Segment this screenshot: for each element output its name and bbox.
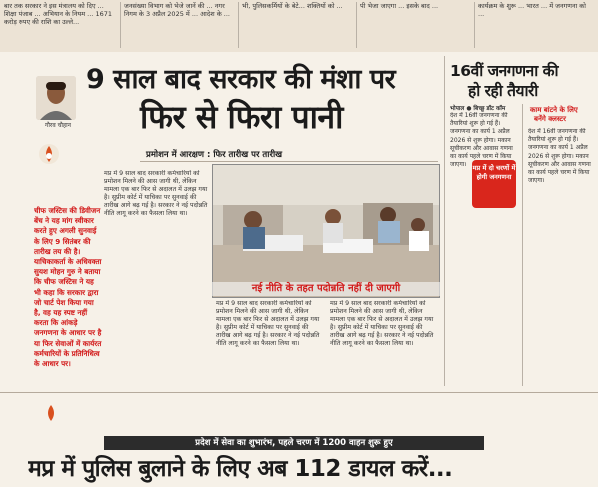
main-subhead: प्रमोशन में आरक्षण : फिर तारीख पर तारीख [146, 150, 283, 160]
top-strip [0, 0, 598, 52]
main-headline-line1: 9 साल बाद सरकार की मंशा पर [86, 64, 396, 95]
top-col-5: कार्यक्रम के शुरू ... भारत ... में जनगणना को ... [478, 2, 586, 18]
main-body-col-2: मप्र में 9 साल बाद सरकारी कर्मचारियों को प्रमोशन मिलने की आस जागी थी, लेकिन मामला एक बार फिर से अदालत में उलझ गया है। सुप्रीम कोर्ट में याचिका पर सुनवाई की तारीख आगे बढ़ गई है। सरकार ने नई पदोन्नति नीति लागू करने का फैसला लिया था। [216, 300, 320, 347]
census-side-head-1: काम बांटने के लिए [530, 106, 578, 114]
author-name: गौरव चौहान [44, 122, 72, 129]
top-col-3: भी, पुलिसकर्मियों के बेटे... शक्तियों को ... [242, 2, 343, 10]
census-body: देश में 16वीं जनगणना की तैयारियां शुरू हो गई हैं। जनगणना का कार्य 1 अप्रैल 2026 से शुरू होगा। मकान सूचीकरण और आवास गणना का कार्य पहले चरण में किया जाएगा। [450, 112, 513, 169]
office-photo [212, 164, 440, 298]
census-headline-line1: 16वीं जनगणना की [450, 62, 559, 80]
main-headline-line2: फिर से फिरा पानी [140, 98, 343, 136]
bottom-headline: मप्र में पुलिस बुलाने के लिए अब 112 डायल करें... [28, 456, 453, 482]
drop-logo-icon-2 [40, 402, 62, 424]
drop-logo-icon [38, 143, 60, 165]
census-side-head-2: बनेंगे क्लस्टर [534, 115, 566, 123]
bottom-kicker: प्रदेश में सेवा का शुभारंभ, पहले चरण में 1200 वाहन शुरू हुए [104, 436, 484, 450]
census-headline-line2: हो रही तैयारी [468, 82, 538, 100]
top-col-2: जनसंख्या विभाग को भेजे जानें की ... नगर निगम के 3 अप्रैल 2025 में ... आदेश के ... [124, 2, 230, 18]
top-col-1: बार तक सरकार ने इस मंत्रालय को दिए ... शिक्षा पंजाब ... अभियान के नियम ... 1671 करोड़ रुपए की राशि का उल्ले... [4, 2, 112, 26]
main-body-col-1: मप्र में 9 साल बाद सरकारी कर्मचारियों को प्रमोशन मिलने की आस जागी थी, लेकिन मामला एक बार फिर से अदालत में उलझ गया है। सुप्रीम कोर्ट में याचिका पर सुनवाई की तारीख आगे बढ़ गई है। सरकार ने नई पदोन्नति नीति लागू करने का फैसला लिया था। [104, 170, 208, 217]
author-avatar [36, 76, 76, 120]
pull-quote: चीफ जस्टिस की डिवीजन बेंच ने यह मांग स्वीकार करते हुए अगली सुनवाई के लिए 9 सितंबर की तारीख तय की है। याचिकाकर्ता के अधिवक्ता सुयश मोहन गुरु ने बताया कि चीफ जस्टिस ने यह भी कहा कि सरकार द्वारा जो चार्ट पेश किया गया है, वह यह स्पष्ट नहीं करता कि आंकड़े जनगणना के आधार पर है या फिर सेवाओं में कार्यरत कर्मचारियों के प्रतिनिधित्व के आधार पर। [34, 206, 102, 369]
census-side-body: देश में 16वीं जनगणना की तैयारियां शुरू हो गई हैं। जनगणना का कार्य 1 अप्रैल 2026 से शुरू होगा। मकान सूचीकरण और आवास गणना का कार्य पहले चरण में किया जाएगा। [528, 128, 591, 185]
census-highlight-box: मप्र में दो चरणों में होगी जनगणना [472, 160, 516, 208]
census-reporter: भोपाल ● बिच्छू डॉट कॉम [450, 106, 506, 112]
top-col-4: पी भेजा जाएगा ... इसके बाद ... [360, 2, 439, 10]
main-body-col-3: मप्र में 9 साल बाद सरकारी कर्मचारियों को प्रमोशन मिलने की आस जागी थी, लेकिन मामला एक बार फिर से अदालत में उलझ गया है। सुप्रीम कोर्ट में याचिका पर सुनवाई की तारीख आगे बढ़ गई है। सरकार ने नई पदोन्नति नीति लागू करने का फैसला लिया था। [330, 300, 434, 347]
photo-caption: नई नीति के तहत पदोन्नति नहीं दी जाएगी [212, 282, 440, 296]
